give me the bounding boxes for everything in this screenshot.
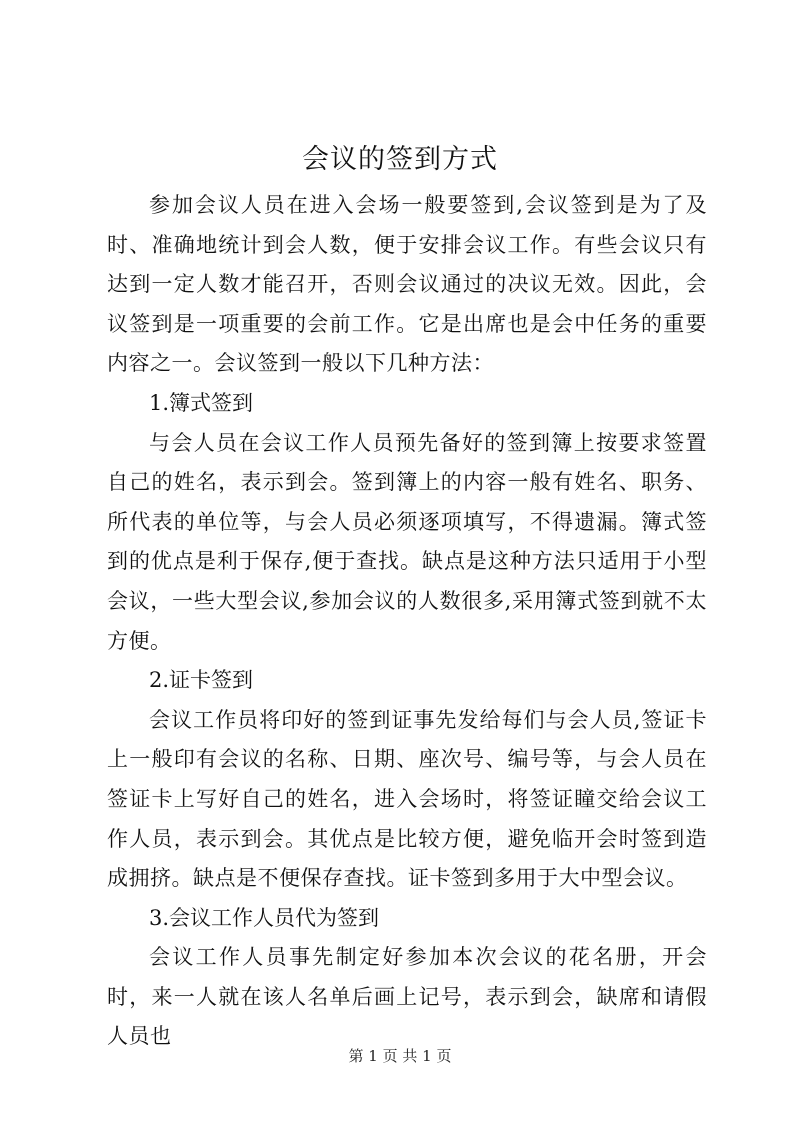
document-body <box>107 186 707 1057</box>
section-heading-2: 2.证卡签到 <box>149 668 254 693</box>
section-body-3: 会议工作人员事先制定好参加本次会议的花名册，开会时，来一人就在该人名单后画上记号，表示到会，缺席和请假人员也 <box>107 945 707 1049</box>
page-footer: 第 1 页 共 1 页 <box>348 1047 452 1065</box>
intro-paragraph: 参加会议人员在进入会场一般要签到,会议签到是为了及时、准确地统计到会人数，便于安排会议工作。有些会议只有达到一定人数才能召开，否则会议通过的决议无效。因此，会议签到是一项重要的会前工作。它是出席也是会中任务的重要内容之一。会议签到一般以下几种方法： <box>107 193 707 376</box>
document-title: 会议的签到方式 <box>302 144 498 175</box>
section-body-1: 与会人员在会议工作人员预先备好的签到簿上按要求签置自己的姓名，表示到会。签到簿上的内容一般有姓名、职务、所代表的单位等，与会人员必须逐项填写，不得遗漏。簿式签到的优点是利于保存,便于查找。缺点是这种方法只适用于小型会议，一些大型会议,参加会议的人数很多,采用簿式签到就不太方便。 <box>107 430 707 653</box>
section-heading-1: 1.簿式签到 <box>149 390 254 415</box>
section-heading-3: 3.会议工作人员代为签到 <box>149 905 380 930</box>
section-body-2: 会议工作员将印好的签到证事先发给每们与会人员,签证卡上一般印有会议的名称、日期、座次号、编号等，与会人员在签证卡上写好自己的姓名，进入会场时，将签证瞳交给会议工作人员，表示到会。其优点是比较方便，避免临开会时签到造成拥挤。缺点是不便保存查找。证卡签到多用于大中型会议。 <box>107 707 707 891</box>
